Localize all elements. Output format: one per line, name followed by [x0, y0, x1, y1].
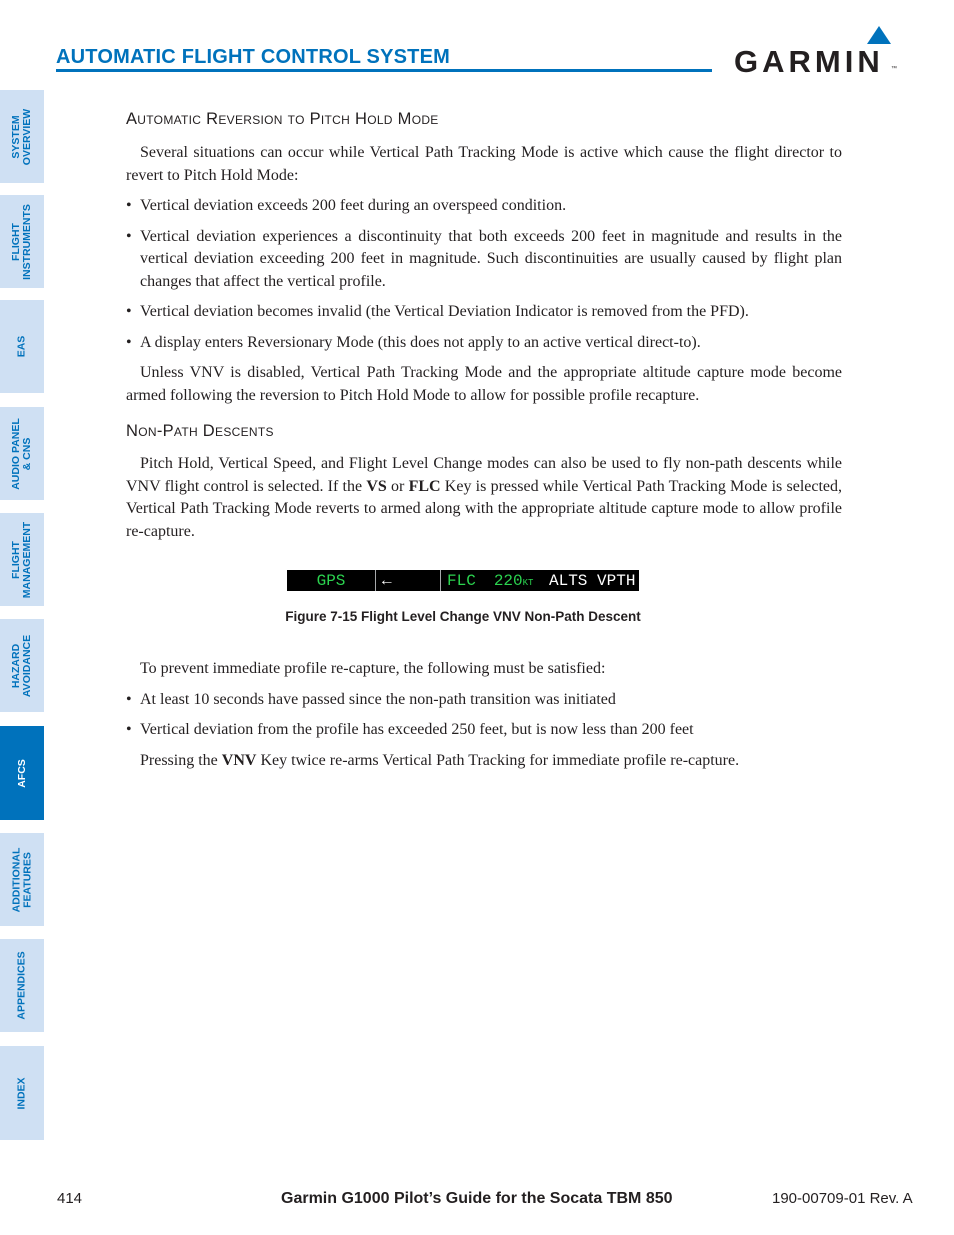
- list-item: • A display enters Reversionary Mode (this does not apply to an active vertical direct-to).: [126, 332, 842, 355]
- trademark-symbol: ™: [891, 66, 897, 72]
- speed-unit: KT: [522, 578, 534, 588]
- footer-title: Garmin G1000 Pilot’s Guide for the Socata TBM 850: [281, 1190, 673, 1207]
- garmin-logo-text: GARMIN: [734, 44, 884, 79]
- page-number: 414: [57, 1190, 83, 1207]
- armed-modes-annunciation: ALTS VPTH: [549, 571, 636, 590]
- list-item: • Vertical deviation from the profile has exceeded 250 feet, but is now less than 200 feet: [126, 719, 842, 742]
- tab-label: HAZARD AVOIDANCE: [10, 634, 34, 697]
- tab-hazard-avoidance[interactable]: [0, 619, 44, 712]
- list-item: • Vertical deviation experiences a discontinuity that both exceeds 200 feet in magnitude and results in the vertical deviation exceeding 200 feet in magnitude. Such discontinuities are usually caused by flight plan changes that affect the vertical profile.: [126, 226, 842, 294]
- tab-label: INDEX: [15, 1076, 28, 1110]
- bullet-list: [126, 689, 842, 742]
- key-name-flc: FLC: [408, 477, 441, 495]
- paragraph: [126, 750, 842, 773]
- tab-label: FLIGHT INSTRUMENTS: [10, 203, 33, 280]
- tab-eas[interactable]: [0, 300, 44, 393]
- tab-label: SYSTEM OVERVIEW: [10, 108, 33, 165]
- vertical-mode-label: FLC: [447, 571, 476, 590]
- afcs-status-bar: [287, 570, 639, 591]
- text-run: or: [386, 477, 409, 495]
- tab-afcs[interactable]: [0, 726, 44, 820]
- figure-caption: Figure 7-15 Flight Level Change VNV Non-Path Descent: [285, 609, 641, 624]
- paragraph: [126, 453, 842, 543]
- page-content: [126, 110, 842, 543]
- text-run: Key twice re-arms Vertical Path Tracking for immediate profile re-capture.: [256, 751, 740, 769]
- tab-label: APPENDICES: [15, 951, 28, 1020]
- paragraph: To prevent immediate profile re-capture, the following must be satisfied:: [140, 660, 606, 677]
- key-name-vnv: VNV: [221, 751, 257, 769]
- paragraph: Several situations can occur while Vertical Path Tracking Mode is active which cause the flight director to revert to Pitch Hold Mode:: [126, 144, 842, 184]
- paragraph: Unless VNV is disabled, Vertical Path Tracking Mode and the appropriate altitude capture mode become armed following the reversion to Pitch Hold Mode to allow for possible profile recapture.: [126, 364, 842, 404]
- page-content-continued: [126, 658, 842, 772]
- tab-flight-instruments[interactable]: [0, 195, 44, 288]
- header-rule: [56, 69, 712, 72]
- tab-additional-features[interactable]: [0, 833, 44, 926]
- list-item: • Vertical deviation exceeds 200 feet during an overspeed condition.: [126, 195, 842, 218]
- tab-label: AFCS: [15, 758, 28, 788]
- garmin-triangle-icon: [867, 26, 891, 44]
- tab-label: AUDIO PANEL & CNS: [10, 417, 33, 490]
- tab-label: ADDITIONAL FEATURES: [10, 847, 33, 912]
- list-item: • At least 10 seconds have passed since the non-path transition was initiated: [126, 689, 842, 712]
- tab-label: FLIGHT MANAGEMENT: [10, 521, 34, 598]
- document-number: 190-00709-01 Rev. A: [772, 1190, 913, 1207]
- left-arrow-icon: ←: [382, 571, 392, 590]
- tab-index[interactable]: [0, 1046, 44, 1140]
- tab-system-overview[interactable]: [0, 90, 44, 183]
- tab-label: EAS: [15, 335, 28, 358]
- tab-flight-management[interactable]: [0, 513, 44, 606]
- text-run: Key is pressed while Vertical Path Tracking Mode is selected, Vertical Path Tracking Mode reverts to armed along with the appropriate altitude capture mode to allow profile re-capture.: [126, 477, 843, 540]
- key-name-vs: VS: [366, 477, 387, 495]
- speed-reference: 220: [493, 571, 523, 590]
- lateral-mode-annunciation: GPS: [316, 571, 346, 590]
- bullet-list: [126, 195, 842, 354]
- garmin-logo: [734, 26, 898, 79]
- text-run: Pressing the: [140, 751, 222, 769]
- text-run: Pitch Hold, Vertical Speed, and Flight Level Change modes can also be used to fly non-path descents while VNV flight control is selected. If the: [126, 455, 842, 495]
- tab-appendices[interactable]: [0, 939, 44, 1032]
- list-item: • Vertical deviation becomes invalid (the Vertical Deviation Indicator is removed from the PFD).: [126, 301, 842, 324]
- section-heading-non-path-descents: Non-Path Descents: [126, 422, 274, 440]
- page-header-title: AUTOMATIC FLIGHT CONTROL SYSTEM: [56, 46, 450, 68]
- tab-audio-panel-cns[interactable]: [0, 407, 44, 500]
- vertical-mode-annunciation: [441, 570, 549, 591]
- section-heading-reversion: Automatic Reversion to Pitch Hold Mode: [126, 110, 439, 128]
